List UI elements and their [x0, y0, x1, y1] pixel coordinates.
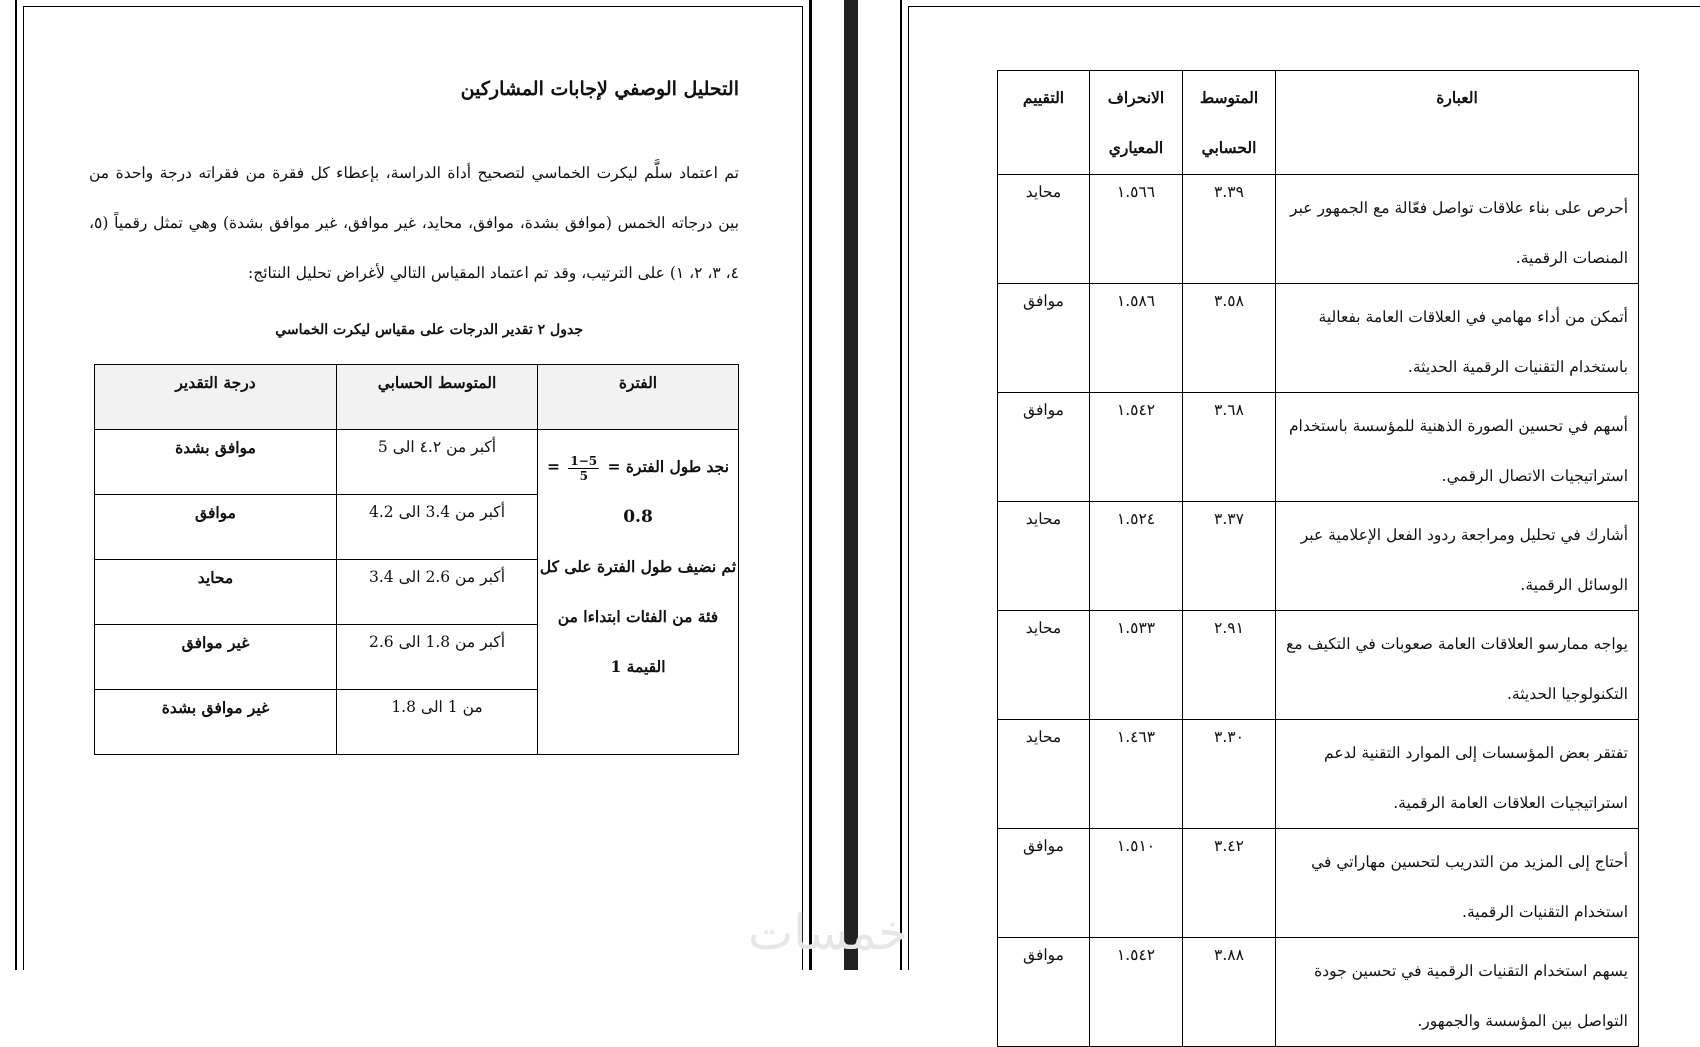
sd-cell: ١.٥٤٢	[1090, 938, 1183, 1047]
rating-cell: غير موافق بشدة	[95, 690, 337, 755]
statement-cell: أشارك في تحليل ومراجعة ردود الفعل الإعلامية عبر الوسائل الرقمية.	[1276, 502, 1639, 611]
statement-cell: أتمكن من أداء مهامي في العلاقات العامة بفعالية باستخدام التقنيات الرقمية الحديثة.	[1276, 284, 1639, 393]
sd-cell: ١.٥٤٢	[1090, 393, 1183, 502]
table-row	[998, 720, 1639, 829]
page-gap	[812, 0, 900, 970]
rating-cell: موافق	[998, 393, 1090, 502]
likert-scale-table	[94, 364, 739, 755]
sd-cell: ١.٥٦٦	[1090, 175, 1183, 284]
sd-cell: ١.٥٢٤	[1090, 502, 1183, 611]
table-row	[95, 430, 739, 495]
sd-cell: ١.٥٣٣	[1090, 611, 1183, 720]
watermark-logo: خمسات	[748, 905, 909, 961]
mean-cell: ٣.٨٨	[1183, 938, 1276, 1047]
rating-cell: محايد	[998, 611, 1090, 720]
sd-cell: ١.٥٨٦	[1090, 284, 1183, 393]
rating-cell: موافق	[95, 495, 337, 560]
mean-cell: ٣.٣٠	[1183, 720, 1276, 829]
range-cell: أكبر من 1.8 الى 2.6	[337, 625, 538, 690]
table-row	[998, 938, 1639, 1047]
rating-cell: موافق	[998, 938, 1090, 1047]
rating-cell: موافق	[998, 284, 1090, 393]
right-page	[900, 0, 1700, 1030]
header-sd: الانحراف المعياري	[1090, 71, 1183, 175]
period-formula-label: نجد طول الفترة =	[607, 457, 730, 476]
rating-cell: محايد	[95, 560, 337, 625]
statement-cell: أسهم في تحسين الصورة الذهنية للمؤسسة باستخدام استراتيجيات الاتصال الرقمي.	[1276, 393, 1639, 502]
intro-paragraph: تم اعتماد سلَّم ليكرت الخماسي لتصحيح أداة الدراسة، بإعطاء كل فقرة من فقراته درجة واحدة من بين درجاته الخمس (موافق بشدة، موافق، محايد، غير موافق، غير موافق بشدة) وهي تمثل رقمياً (٥، ٤، ٣، ٢، ١) على الترتيب، وقد تم اعتماد المقياس التالي لأغراض تحليل النتائج:	[89, 164, 739, 282]
rating-cell: محايد	[998, 502, 1090, 611]
statement-cell: يسهم استخدام التقنيات الرقمية في تحسين جودة التواصل بين المؤسسة والجمهور.	[1276, 938, 1639, 1047]
table-row	[998, 611, 1639, 720]
left-page	[15, 0, 812, 970]
period-value: 0.8	[623, 507, 653, 527]
sd-cell: ١.٤٦٣	[1090, 720, 1183, 829]
rating-cell: موافق بشدة	[95, 430, 337, 495]
mean-cell: ٣.٣٩	[1183, 175, 1276, 284]
range-cell: من 1 الى 1.8	[337, 690, 538, 755]
sd-cell: ١.٥١٠	[1090, 829, 1183, 938]
header-rating: التقييم	[998, 71, 1090, 175]
range-cell: أكبر من 3.4 الى 4.2	[337, 495, 538, 560]
statement-cell: أحرص على بناء علاقات تواصل فعّالة مع الجمهور عبر المنصات الرقمية.	[1276, 175, 1639, 284]
fraction: $\frac{1-5}{5}$	[570, 453, 598, 483]
header-mean: المتوسط الحسابي	[337, 365, 538, 430]
range-cell: أكبر من ٤.٢ الى 5	[337, 430, 538, 495]
table-row	[998, 829, 1639, 938]
statement-cell: أحتاج إلى المزيد من التدريب لتحسين مهاراتي في استخدام التقنيات الرقمية.	[1276, 829, 1639, 938]
statement-cell: تفتقر بعض المؤسسات إلى الموارد التقنية لدعم استراتيجيات العلاقات العامة الرقمية.	[1276, 720, 1639, 829]
table-row	[998, 284, 1639, 393]
mean-cell: ٣.٤٢	[1183, 829, 1276, 938]
table-row	[998, 502, 1639, 611]
header-mean: المتوسط الحسابي	[1183, 71, 1276, 175]
statements-stats-table	[997, 70, 1639, 1047]
mean-cell: ٢.٩١	[1183, 611, 1276, 720]
table-caption: جدول ٢ تقدير الدرجات على مقياس ليكرت الخماسي	[275, 322, 583, 338]
header-period: الفترة	[538, 365, 739, 430]
mean-cell: ٣.٥٨	[1183, 284, 1276, 393]
period-explanation: نجد طول الفترة = $\frac{1-5}{5}$ = 0.8 ثم نضيف طول الفترة على كل فئة من الفئات ابتداءا من القيمة 1	[538, 430, 739, 755]
statement-cell: يواجه ممارسو العلاقات العامة صعوبات في التكيف مع التكنولوجيا الحديثة.	[1276, 611, 1639, 720]
rating-cell: غير موافق	[95, 625, 337, 690]
mean-cell: ٣.٦٨	[1183, 393, 1276, 502]
page-divider	[844, 0, 858, 970]
range-cell: أكبر من 2.6 الى 3.4	[337, 560, 538, 625]
table-row	[998, 393, 1639, 502]
rating-cell: موافق	[998, 829, 1090, 938]
mean-cell: ٣.٣٧	[1183, 502, 1276, 611]
rating-cell: محايد	[998, 175, 1090, 284]
header-statement: العبارة	[1276, 71, 1639, 175]
table-row	[998, 175, 1639, 284]
rating-cell: محايد	[998, 720, 1090, 829]
header-rating: درجة التقدير	[95, 365, 337, 430]
section-heading: التحليل الوصفي لإجابات المشاركين	[460, 78, 739, 100]
